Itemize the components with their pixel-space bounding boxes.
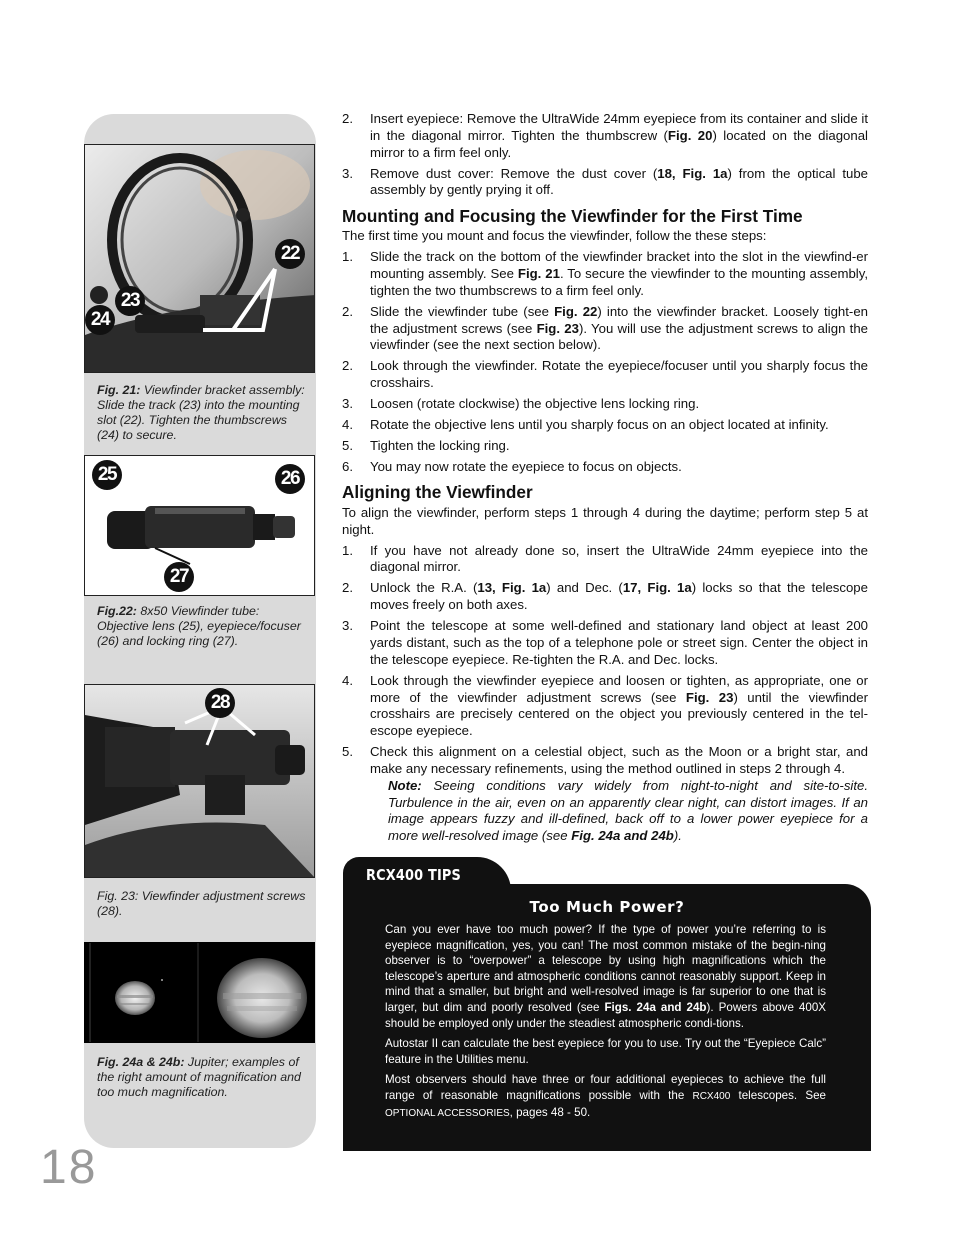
section-intro: The first time you mount and focus the viewfinder, follow the these steps:: [342, 228, 767, 244]
main-column: [342, 111, 868, 845]
tips-body: [385, 922, 826, 1126]
list-item: 2. Look through the viewfinder. Rotate the eyepiece/focuser until you sharply focus the crosshairs.: [342, 358, 868, 391]
callout-25: 25: [92, 460, 122, 490]
fig24-caption-text: Jupiter; examples of the right amount of magnification and too much magnification.: [97, 1055, 301, 1099]
callout-26: 26: [275, 464, 305, 494]
step-number: 2.: [342, 111, 353, 126]
section-heading-mounting: Mounting and Focusing the Viewfinder for the First Time: [342, 206, 803, 227]
list-item: 4. Rotate the objective lens until you sharply focus on an object located at infinity.: [342, 417, 829, 433]
fig24-image: [84, 942, 315, 1043]
section-intro: To align the viewfinder, perform steps 1 through 4 during the daytime; perform step 5 at night.: [342, 504, 868, 537]
page-number: 18: [40, 1141, 98, 1194]
callout-22: 22: [275, 239, 305, 269]
tips-title: Too Much Power?: [529, 898, 685, 916]
fig24-caption: [97, 1055, 309, 1100]
step-text: Insert eyepiece: Remove the UltraWide 24mm eyepiece from its container and slide it in the diagonal mirror. Tighten the thumbscrew (Fig. 20) located on the diagonal mirror to a firm feel only.: [370, 111, 868, 160]
fig23-image: [84, 684, 315, 878]
list-item: 5. Check this alignment on a celestial object, such as the Moon or a bright star, and make any necessary refinements, using the method outlined in steps 2 through 4.: [342, 744, 868, 776]
fig22-label: Fig.22:: [97, 604, 137, 618]
list-item: 3. Loosen (rotate clockwise) the objective lens locking ring.: [342, 396, 700, 412]
list-item: 2. Slide the viewfinder tube (see Fig. 22) into the viewfinder bracket. Loosely tight-en the adjustment screws (see Fig. 23). You will use the adjustment screws to align the viewfinder (see the next section below).: [342, 303, 869, 353]
callout-28: 28: [205, 688, 235, 718]
fig23-caption: Fig. 23: Viewfinder adjustment screws (28).: [97, 889, 306, 918]
callout-27: 27: [164, 562, 194, 592]
fig22-caption: [97, 604, 309, 649]
callout-24: 24: [85, 305, 115, 335]
fig24-label: Fig. 24a & 24b:: [97, 1055, 185, 1069]
section-heading-aligning: Aligning the Viewfinder: [342, 481, 533, 502]
fig23-photo: [85, 685, 315, 878]
step-text: Remove dust cover: Remove the dust cover (18, Fig. 1a) from the optical tube assembly by gently prying it off.: [370, 165, 869, 198]
callout-23: 23: [115, 286, 145, 316]
list-item: 1. Slide the track on the bottom of the viewfinder bracket into the slot in the viewfind-er mounting assembly. See Fig. 21. To secure the viewfinder to the mounting assembly, tighten the two thumbscrews to a firm feel only.: [342, 249, 868, 298]
list-item: 6. You may now rotate the eyepiece to focus on objects.: [342, 459, 682, 475]
tips-paragraph-2: Autostar II can calculate the best eyepiece for you to use. Try out the “Eyepiece Calc” feature in the Utilities menu.: [385, 1037, 826, 1066]
fig22-caption-text: 8x50 Viewfinder tube: Objective lens (25), eyepiece/focuser (26) and locking ring (27).: [97, 604, 301, 648]
fig21-caption: [97, 383, 309, 443]
list-item: 1. If you have not already done so, insert the UltraWide 24mm eyepiece into the diagonal mirror.: [342, 542, 868, 575]
note-paragraph: Note: Seeing conditions vary widely from night-to-night and site-to-site. Turbulence in the air, even on an apparently clear night, can distort images. If an image appears fuzzy and ill-defined, back off to a lower power eyepiece for a more well-resolved image (see Fig. 24a and 24b).: [388, 777, 868, 844]
list-item: 5. Tighten the locking ring.: [342, 438, 510, 454]
fig24-photo: [85, 943, 315, 1043]
fig21-caption-text: Viewfinder bracket assembly: Slide the track (23) into the mounting slot (22). Tighten the thumbscrews (24) to secure.: [97, 383, 305, 442]
tips-paragraph-3: Most observers should have three or four additional eyepieces to achieve the full range of reasonable magnifications possible with the RCX400 telescopes. See OPTIONAL ACCESSORIES, pages 48 - 50.: [385, 1073, 826, 1119]
tips-tab-label: RCX400 TIPS: [366, 866, 462, 884]
list-item: [342, 111, 868, 161]
tips-paragraph-1: Can you ever have too much power? If the type of power you’re referring to is eyepiece magnification, yes, you can! The most common mistake of the begin-ning observer is to “overpower” a telescope by using high magnifications which the telescope’s aperture and atmospheric conditions cannot reasonably support. Keep in mind that a smaller, but bright and well-resolved image is far superior to one that is larger, but dim and poorly resolved (see Figs. 24a and 24b). Powers above 400X should be employed only under the steadiest atmospheric condi-tions.: [385, 923, 826, 1030]
step-number: 3.: [342, 165, 353, 181]
list-item: 2. Unlock the R.A. (13, Fig. 1a) and Dec. (17, Fig. 1a) locks so that the telescope moves freely on both axes.: [342, 580, 868, 613]
list-item: 3. Point the telescope at some well-defined and stationary land object at least 200 yards distant, such as the top of a telephone pole or street sign. Center the object in the telescope eyepiece. Re-tighten the R.A. and Dec. locks.: [342, 618, 868, 667]
fig21-label: Fig. 21:: [97, 383, 141, 397]
list-item: 4. Look through the viewfinder eyepiece and loosen or tighten, as appropriate, one or more of the viewfinder adjustment screws (see Fig. 23) until the viewfinder crosshairs are precisely centered on the object you previously centered in the tel-escope eyepiece.: [342, 672, 868, 739]
list-item: [342, 166, 868, 200]
